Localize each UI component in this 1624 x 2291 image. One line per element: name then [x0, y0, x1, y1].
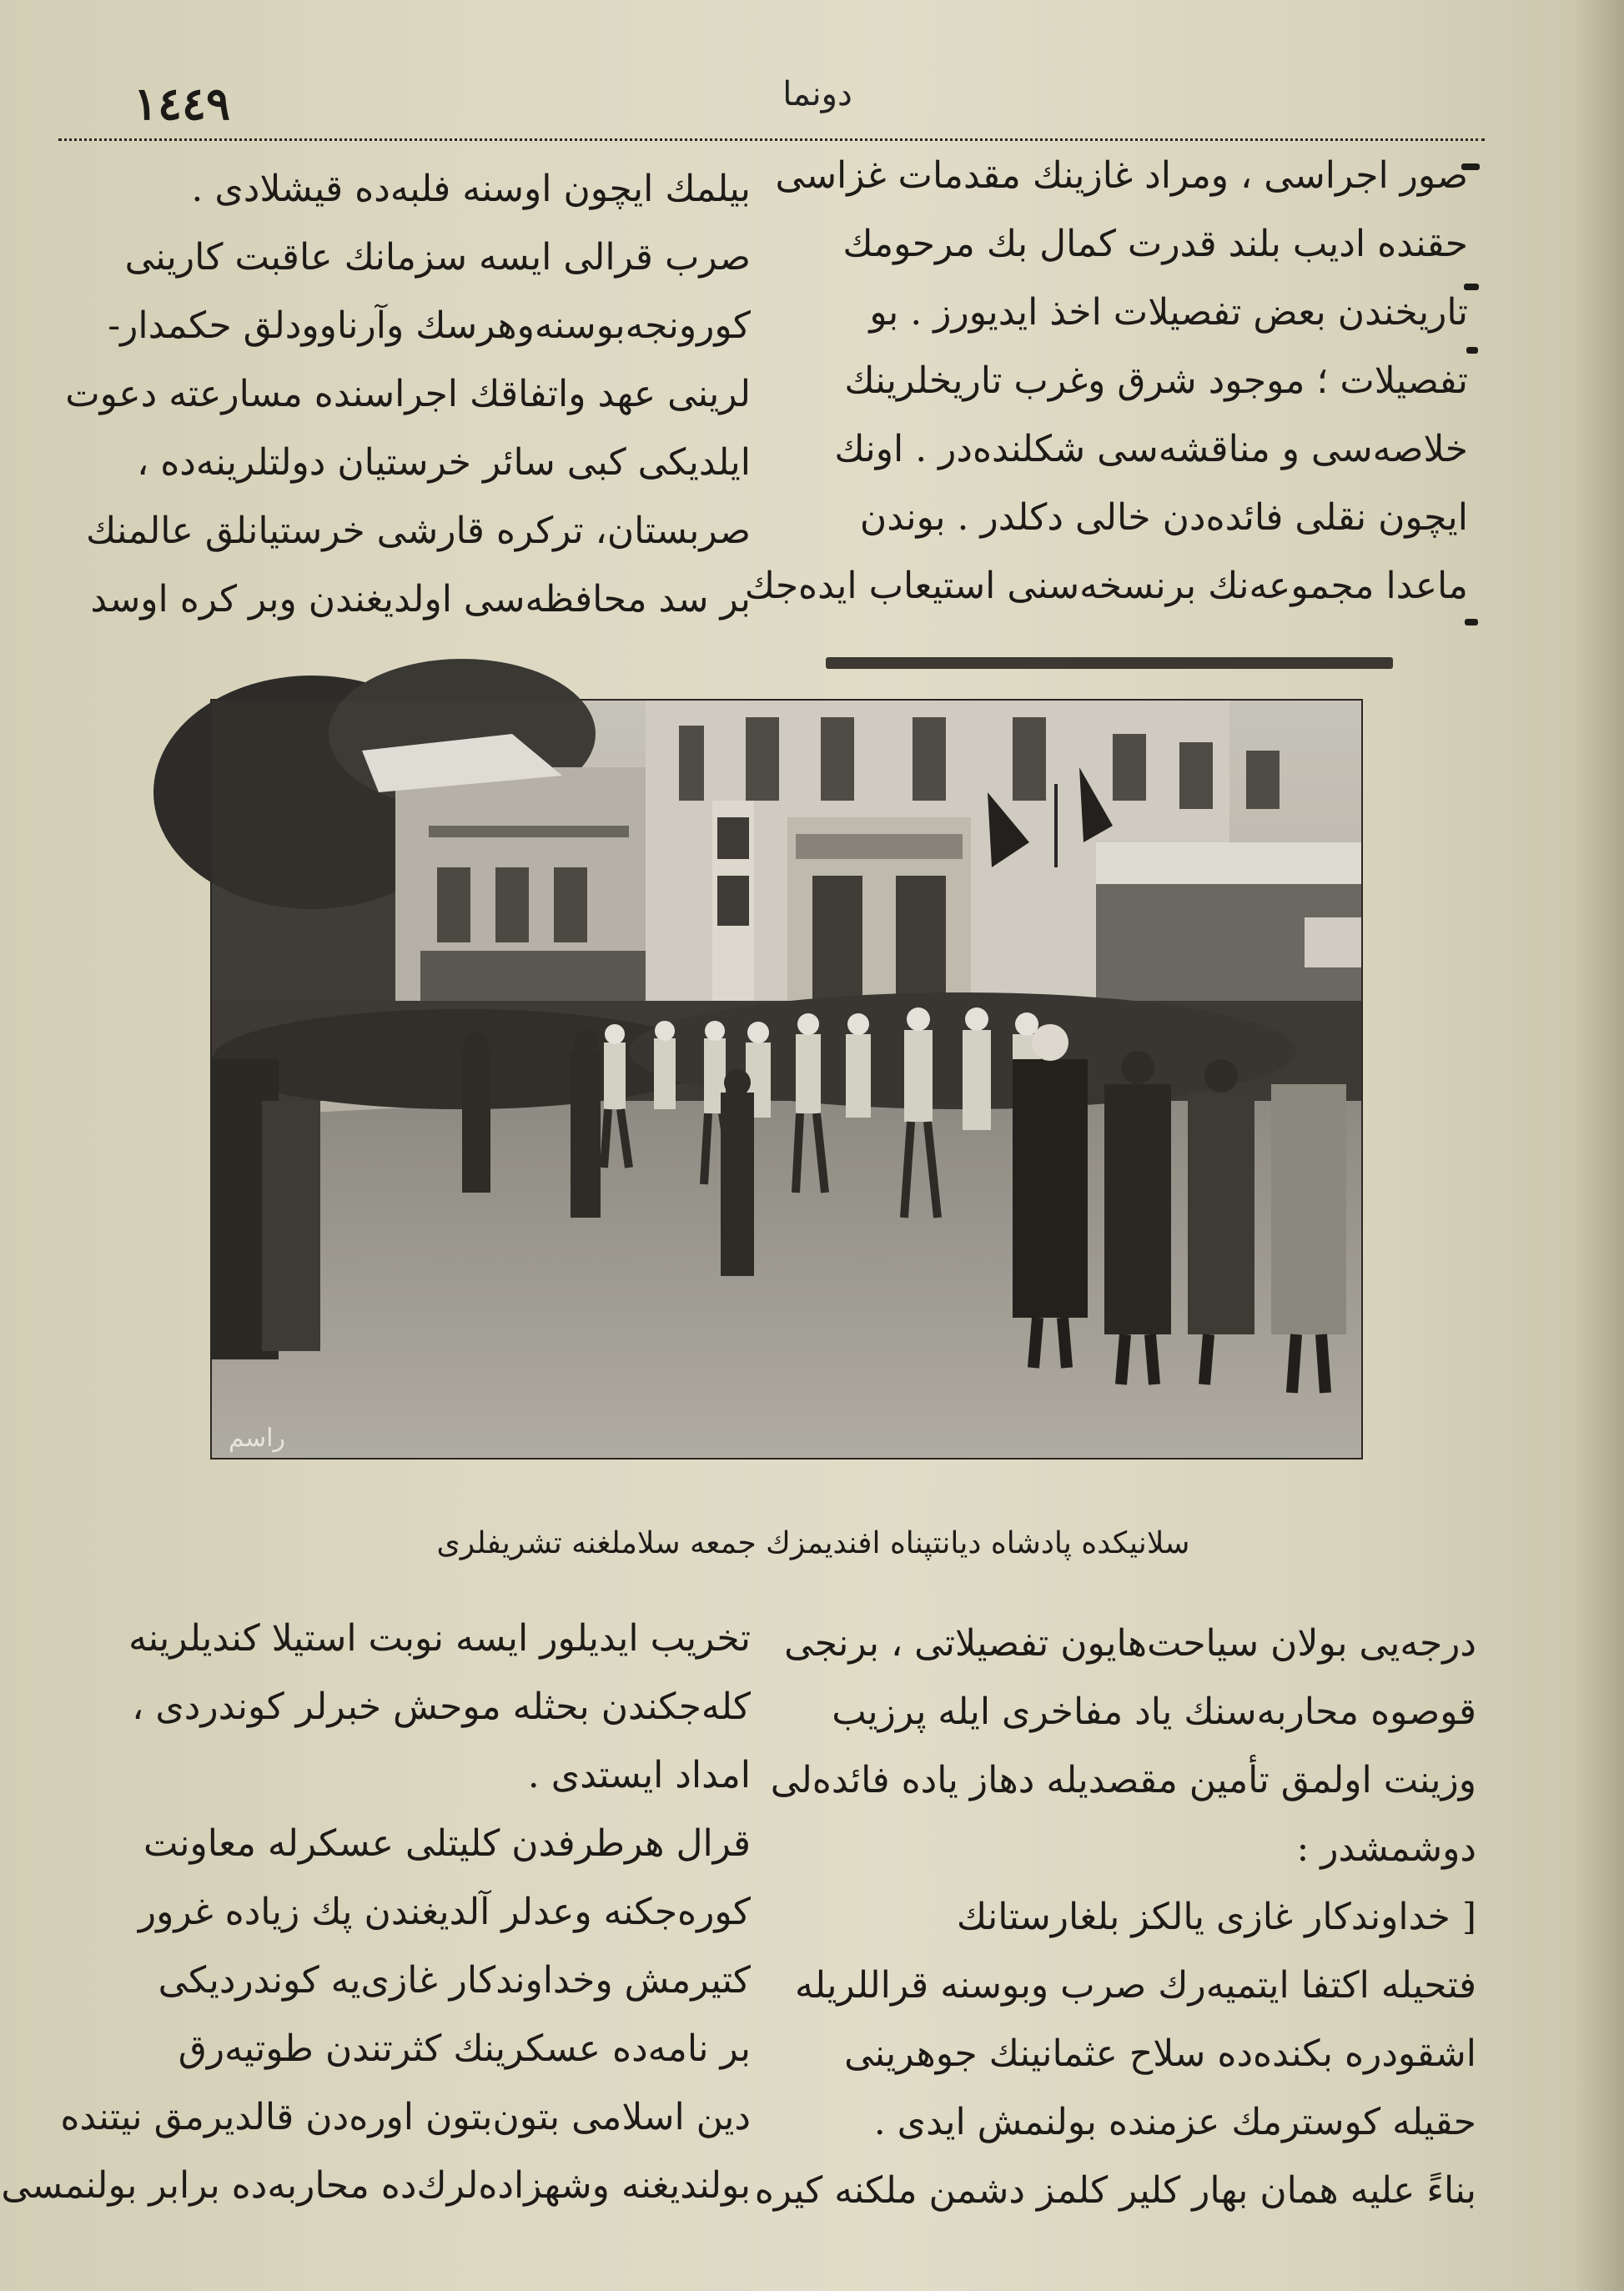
text-line: تخریب ایدیلور ایسه نوبت استیلا كندیلرینه [128, 1617, 751, 1660]
text-line: صرب قرالی ایسه سزمانك عاقبت كارینی [124, 236, 751, 279]
text-line: كورونجه‌بوسنه‌وهرسك وآرناوودلق حكمدار- [108, 304, 751, 347]
text-line: صربستان، تركره قارشی خرستیانلق عالمنك [86, 510, 751, 552]
text-line: بولندیغنه وشهزاده‌لرك‌ده محاربه‌ده برابر بولنمسی [1, 2164, 751, 2207]
text-line: بیلمك ایچون اوسنه فلبه‌ده قیشلادی . [191, 168, 751, 210]
text-line: كله‌جكندن بحثله موحش خبرلر كوندردی ، [132, 1686, 751, 1728]
text-line: تفصیلات ؛ موجود شرق وغرب تاریخلرینك [844, 359, 1468, 402]
column-top-left [58, 155, 751, 634]
running-title: دونما [782, 75, 852, 113]
text-line: اشقودره بكنده‌ده سلاح عثمانینك جوهرینی [844, 2032, 1476, 2075]
text-line: ایلدیكی كبی سائر خرستیان دولتلرینه‌ده ، [137, 441, 751, 484]
header-rule [58, 138, 1485, 141]
torn-strip-mark [826, 657, 1393, 669]
text-line: خلاصه‌سی و مناقشه‌سی شكلنده‌در . اونك [834, 428, 1468, 470]
page-number: ١٤٤٩ [133, 77, 231, 130]
text-line: قوصوه محاربه‌سنك یاد مفاخری ایله پرزیب [832, 1691, 1476, 1733]
text-line: بناءً علیه همان بهار كلیر كلمز دشمن ملكنه كیره‌ [754, 2169, 1476, 2212]
text-line: تاریخندن بعض تفصیلات اخذ ایدیورز . بو [869, 291, 1468, 334]
text-line: ماعدا مجموعه‌نك برنسخه‌سنی استیعاب ایده‌جك [744, 565, 1468, 607]
photo-corner-mark: راسم [229, 1424, 285, 1453]
text-line: دین اسلامی بتون‌بتون اوره‌دن قالدیرمق نیتنده [60, 2096, 751, 2138]
text-line: فتحیله اكتفا ایتمیه‌رك صرب وبوسنه قراللریله [795, 1964, 1476, 2007]
text-line: حقیله كوسترمك عزمنده بولنمش ایدی . [873, 2101, 1476, 2143]
text-line: كتیرمش وخداوندكار غازی‌یه كوندردیكی [158, 1959, 751, 2002]
text-line: درجه‌یی بولان سیاحت‌هایون تفصیلاتی ، برنجی [784, 1622, 1476, 1665]
text-line: حقنده ادیب بلند قدرت كمال بك مرحومك [842, 223, 1468, 265]
text-line: [ خداوندكار غازی یالكز بلغارستانك [956, 1896, 1476, 1938]
text-line: صور اجراسی ، ومراد غازینك مقدمات غزاسی [775, 154, 1468, 197]
margin-ink-mark [1466, 347, 1478, 354]
column-bottom-left [1, 1605, 751, 2220]
column-bottom-right [754, 1610, 1476, 2225]
text-line: قرال هرطرفدن كلیتلی عسكرله معاونت [143, 1822, 751, 1865]
text-line: ایچون نقلی فائده‌دن خالی دكلدر . بوندن [859, 496, 1468, 539]
text-line: بر نامه‌ده عسكرینك كثرتندن طوتیه‌رق [178, 2027, 751, 2070]
binding-shadow [1574, 0, 1624, 2291]
text-line: بر سد محافظه‌سی اولدیغندن وبر كره اوسد [90, 578, 751, 620]
street-procession-photo [210, 699, 1363, 1460]
column-top-right [744, 142, 1468, 620]
text-line: امداد ایستدی . [527, 1754, 751, 1796]
text-line: دوشمشدر : [1296, 1827, 1476, 1870]
text-line: كوره‌جكنه وعدلر آلدیغندن پك زیاده غرور [138, 1891, 751, 1933]
photo-caption: سلانیكده پادشاه دیانتپناه افندیمزك جمعه سلاملغنه تشریفلری [436, 1526, 1190, 1560]
text-line: لرینی عهد واتفاقك اجراسنده مسارعته دعوت [65, 373, 751, 415]
text-line: وزینت اولمق تأمین مقصدیله دهاز یاده فائده‌لی [770, 1759, 1476, 1801]
